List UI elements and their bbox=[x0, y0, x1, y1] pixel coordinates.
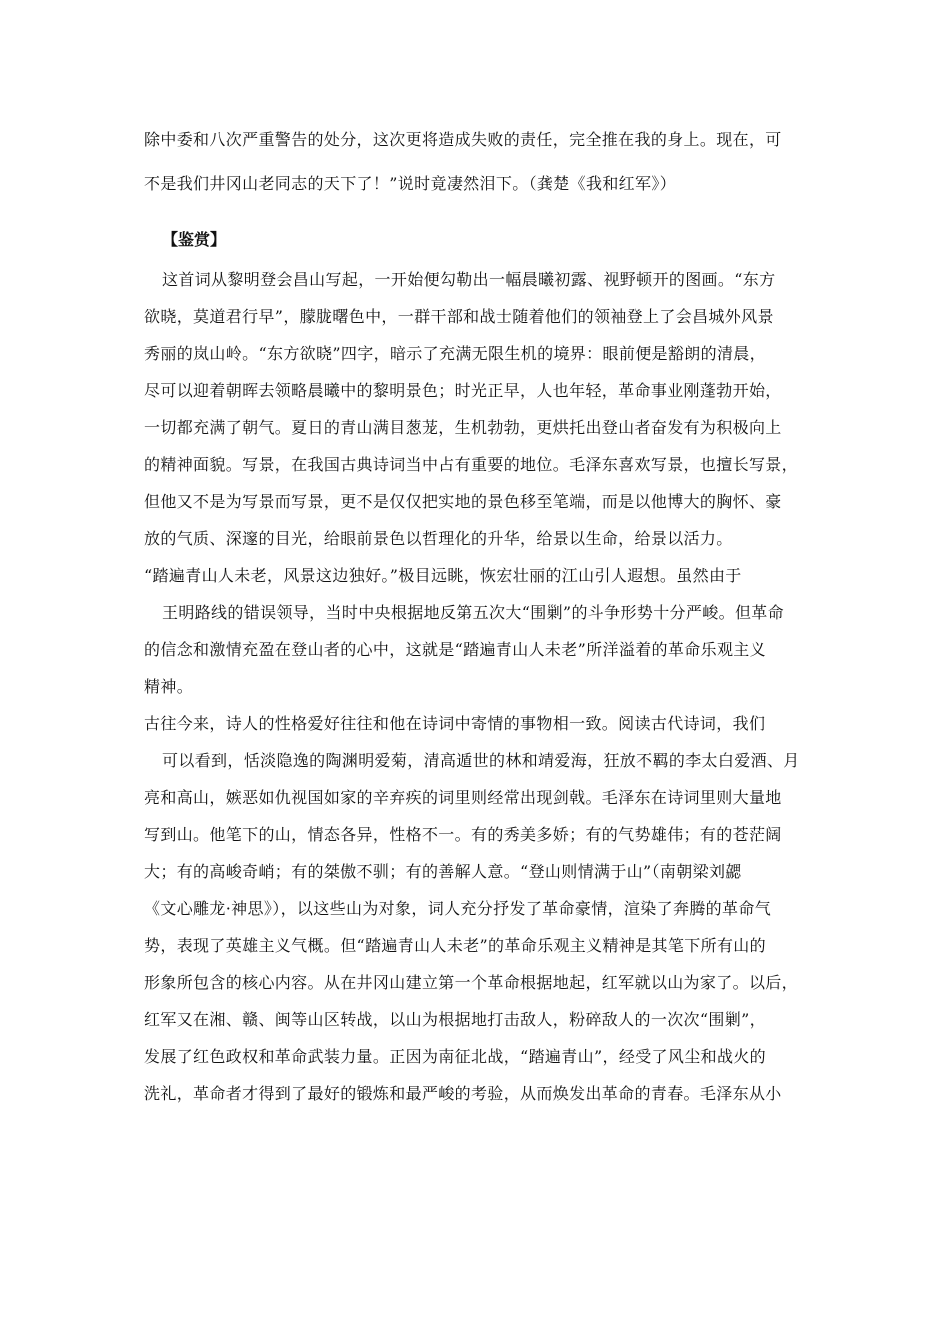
body-line: 的精神面貌。写景，在我国古典诗词当中占有重要的地位。毛泽东喜欢写景，也擅长写景， bbox=[144, 455, 799, 474]
intro-line: 除中委和八次严重警告的处分，这次更将造成失败的责任，完全推在我的身上。现在，可 bbox=[144, 130, 782, 149]
body-line: 尽可以迎着朝晖去领略晨曦中的黎明景色；时光正早，人也年轻，革命事业刚蓬勃开始， bbox=[144, 381, 782, 400]
body-line: 精神。 bbox=[144, 677, 194, 696]
body-line: 《文心雕龙·神思》），以这些山为对象，词人充分抒发了革命豪情，渲染了奔腾的革命气 bbox=[144, 899, 772, 918]
body-line: 洗礼，革命者才得到了最好的锻炼和最严峻的考验，从而焕发出革命的青春。毛泽东从小 bbox=[144, 1084, 782, 1103]
body-line: 势，表现了英雄主义气概。但“踏遍青山人未老”的革命乐观主义精神是其笔下所有山的 bbox=[144, 936, 767, 955]
body-line: 但他又不是为写景而写景，更不是仅仅把实地的景色移至笔端，而是以他博大的胸怀、豪 bbox=[144, 492, 782, 511]
body-line: 秀丽的岚山岭。“东方欲晓”四字，暗示了充满无限生机的境界：眼前便是豁朗的清晨， bbox=[144, 344, 767, 363]
body-line: 古往今来，诗人的性格爱好往往和他在诗词中寄情的事物相一致。阅读古代诗词，我们 bbox=[144, 714, 766, 733]
body-line: 亮和高山，嫉恶如仇视国如家的辛弃疾的词里则经常出现剑戟。毛泽东在诗词里则大量地 bbox=[144, 788, 782, 807]
body-line: 发展了红色政权和革命武装力量。正因为南征北战，“踏遍青山”，经受了风尘和战火的 bbox=[144, 1047, 767, 1066]
body-line: 的信念和激情充盈在登山者的心中，这就是“踏遍青山人未老”所洋溢着的革命乐观主义 bbox=[144, 640, 767, 659]
body-line: 欲晓，莫道君行早”，朦胧曙色中，一群干部和战士随着他们的领袖登上了会昌城外风景 bbox=[144, 307, 774, 326]
body-line: 这首词从黎明登会昌山写起，一开始便勾勒出一幅晨曦初露、视野顿开的图画。“东方 bbox=[162, 270, 776, 289]
body-line: “踏遍青山人未老，风景这边独好。”极目远眺，恢宏壮丽的江山引人遐想。虽然由于 bbox=[144, 566, 742, 585]
body-line: 写到山。他笔下的山，情态各异，性格不一。有的秀美多娇；有的气势雄伟；有的苍茫阔 bbox=[144, 825, 782, 844]
section-heading: 【鉴赏】 bbox=[162, 230, 227, 249]
body-line: 形象所包含的核心内容。从在井冈山建立第一个革命根据地起，红军就以山为家了。以后， bbox=[144, 973, 799, 992]
body-line: 红军又在湘、赣、闽等山区转战，以山为根据地打击敌人，粉碎敌人的一次次“围剿”， bbox=[144, 1010, 767, 1029]
body-line: 一切都充满了朝气。夏日的青山满目葱茏，生机勃勃，更烘托出登山者奋发有为积极向上 bbox=[144, 418, 782, 437]
body-line: 王明路线的错误领导，当时中央根据地反第五次大“围剿”的斗争形势十分严峻。但革命 bbox=[162, 603, 785, 622]
body-line: 大；有的高峻奇峭；有的桀傲不驯；有的善解人意。“登山则情满于山”（南朝梁刘勰 bbox=[144, 862, 742, 881]
body-line: 放的气质、深邃的目光，给眼前景色以哲理化的升华，给景以生命，给景以活力。 bbox=[144, 529, 733, 548]
intro-line: 不是我们井冈山老同志的天下了！”说时竟凄然泪下。（龚楚《我和红军》） bbox=[144, 174, 677, 193]
body-line: 可以看到，恬淡隐逸的陶渊明爱菊，清高遁世的林和靖爱海，狂放不羁的李太白爱酒、月 bbox=[162, 751, 800, 770]
